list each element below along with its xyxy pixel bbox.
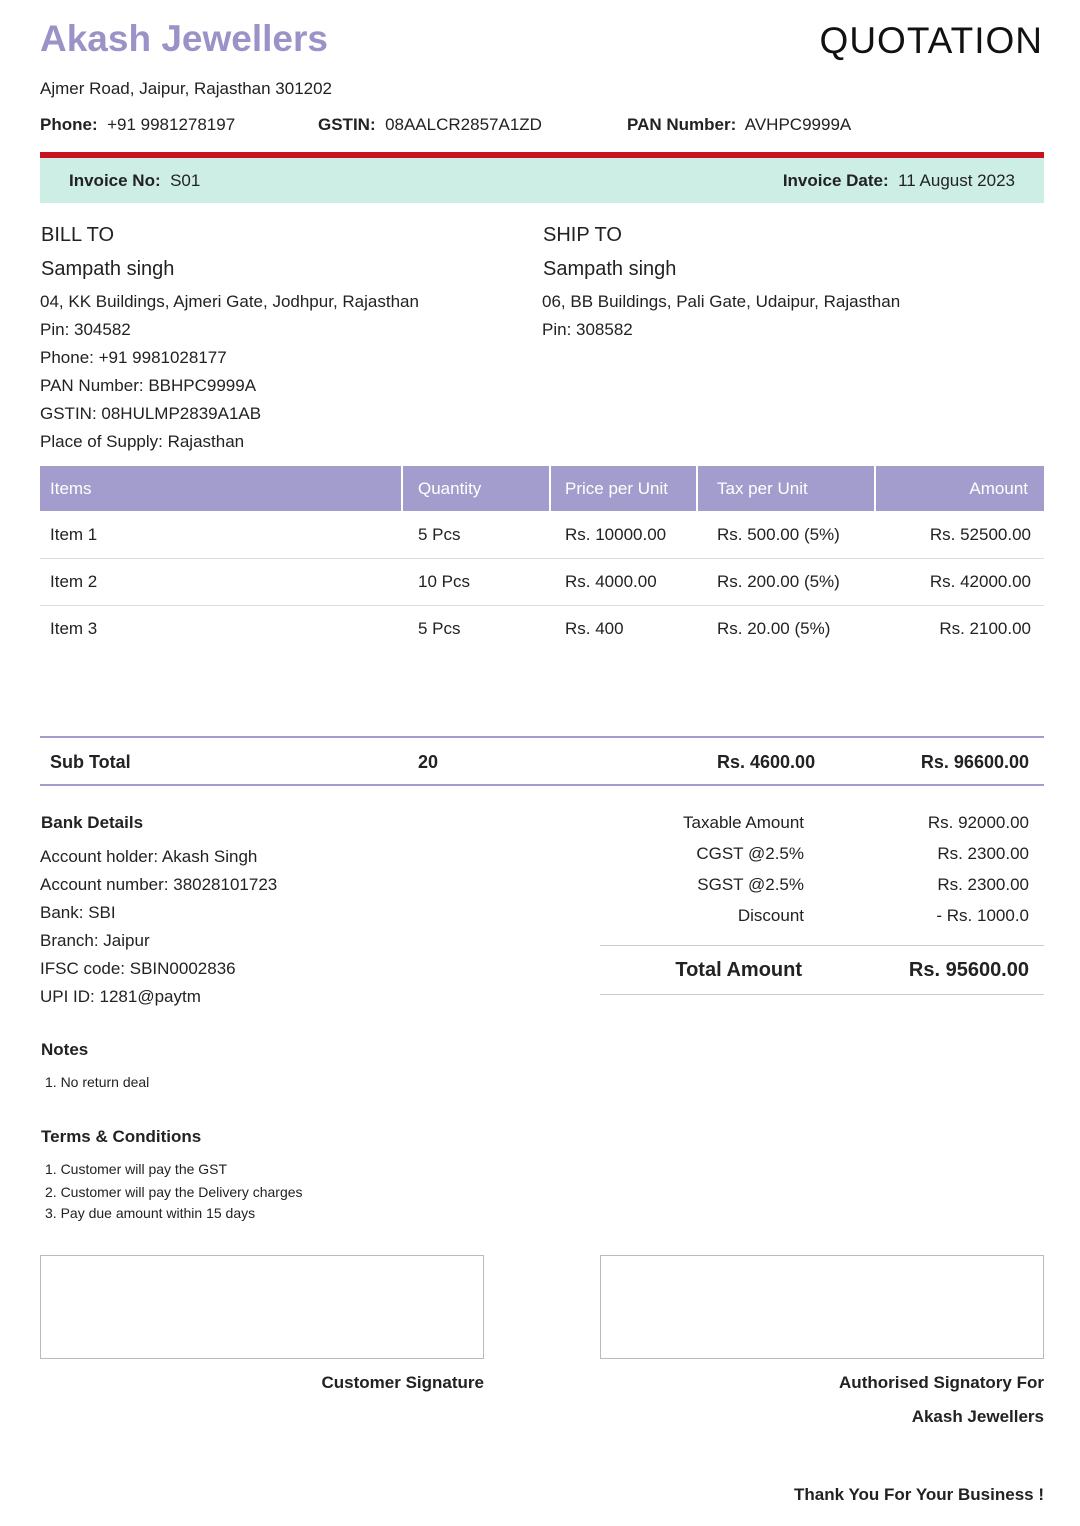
ship-to-name: Sampath singh bbox=[543, 258, 677, 280]
bill-to-pin: Pin: 304582 bbox=[40, 320, 131, 339]
ship-to-heading: SHIP TO bbox=[543, 224, 622, 246]
total-amount-value: Rs. 95600.00 bbox=[908, 959, 1029, 981]
company-name: Akash Jewellers bbox=[40, 18, 328, 59]
gstin-value: 08AALCR2857A1ZD bbox=[385, 115, 542, 134]
bank-account-number: Account number: 38028101723 bbox=[40, 875, 278, 894]
bank-branch: Branch: Jaipur bbox=[40, 931, 150, 950]
cgst-value: Rs. 2300.00 bbox=[937, 844, 1029, 863]
terms-item: 3. Pay due amount within 15 days bbox=[45, 1205, 256, 1221]
column-header-tax-per-unit: Tax per Unit bbox=[717, 479, 808, 498]
column-header-amount: Amount bbox=[969, 479, 1028, 498]
subtotal-amount: Rs. 96600.00 bbox=[920, 752, 1029, 772]
row-quantity: 5 Pcs bbox=[418, 619, 461, 638]
subtotal-quantity: 20 bbox=[418, 752, 439, 772]
invoice-number-value: S01 bbox=[170, 171, 201, 190]
row-price: Rs. 400 bbox=[565, 619, 624, 638]
authorised-signature-box bbox=[600, 1255, 1044, 1359]
phone-value: +91 9981278197 bbox=[107, 115, 236, 134]
invoice-date-value: 11 August 2023 bbox=[898, 171, 1015, 190]
row-tax: Rs. 200.00 (5%) bbox=[717, 572, 840, 591]
sgst-label: SGST @2.5% bbox=[697, 875, 804, 894]
row-quantity: 10 Pcs bbox=[418, 572, 470, 591]
terms-item: 1. Customer will pay the GST bbox=[45, 1161, 228, 1177]
row-price: Rs. 10000.00 bbox=[565, 525, 667, 544]
bank-ifsc: IFSC code: SBIN0002836 bbox=[40, 959, 236, 978]
discount-value: - Rs. 1000.0 bbox=[936, 906, 1029, 925]
document-title: QUOTATION bbox=[819, 20, 1043, 61]
bank-name: Bank: SBI bbox=[40, 903, 116, 922]
thank-you-message: Thank You For Your Business ! bbox=[793, 1485, 1044, 1504]
bank-account-holder: Account holder: Akash Singh bbox=[40, 847, 258, 866]
column-header-items: Items bbox=[50, 479, 92, 498]
invoice-date-label: Invoice Date: bbox=[782, 171, 889, 190]
cgst-label: CGST @2.5% bbox=[696, 844, 804, 863]
row-item: Item 1 bbox=[50, 525, 98, 544]
bill-to-gstin: GSTIN: 08HULMP2839A1AB bbox=[40, 404, 262, 423]
table-row bbox=[40, 511, 1044, 559]
bank-details-heading: Bank Details bbox=[41, 813, 144, 832]
items-table-header bbox=[40, 466, 1044, 511]
table-row bbox=[40, 605, 1044, 652]
column-header-quantity: Quantity bbox=[418, 479, 482, 498]
row-tax: Rs. 500.00 (5%) bbox=[717, 525, 840, 544]
authorised-company-label: Akash Jewellers bbox=[911, 1407, 1044, 1426]
row-item: Item 3 bbox=[50, 619, 98, 638]
total-amount-label: Total Amount bbox=[675, 959, 802, 981]
column-header-price-per-unit: Price per Unit bbox=[565, 479, 668, 498]
invoice-bar bbox=[40, 158, 1044, 203]
pan-label: PAN Number: bbox=[627, 115, 737, 134]
summary-divider bbox=[600, 994, 1044, 995]
customer-signature-box bbox=[40, 1255, 484, 1359]
bank-upi: UPI ID: 1281@paytm bbox=[40, 987, 201, 1006]
bill-to-place-of-supply: Place of Supply: Rajasthan bbox=[40, 432, 245, 451]
invoice-number-label: Invoice No: bbox=[69, 171, 161, 190]
summary-divider bbox=[600, 945, 1044, 946]
row-price: Rs. 4000.00 bbox=[565, 572, 657, 591]
table-row bbox=[40, 558, 1044, 606]
gstin-label: GSTIN: bbox=[318, 115, 376, 134]
notes-heading: Notes bbox=[41, 1040, 89, 1059]
invoice-date bbox=[783, 171, 1015, 191]
authorised-signatory-label: Authorised Signatory For bbox=[839, 1373, 1044, 1392]
bill-to-pan: PAN Number: BBHPC9999A bbox=[40, 376, 257, 395]
invoice-number bbox=[69, 171, 200, 191]
ship-to-address: 06, BB Buildings, Pali Gate, Udaipur, Rajasthan bbox=[542, 292, 901, 311]
column-divider bbox=[401, 466, 403, 511]
row-quantity: 5 Pcs bbox=[418, 525, 461, 544]
column-divider bbox=[696, 466, 698, 511]
subtotal-tax: Rs. 4600.00 bbox=[717, 752, 816, 772]
ship-to-pin: Pin: 308582 bbox=[542, 320, 633, 339]
phone-label: Phone: bbox=[40, 115, 98, 134]
column-divider bbox=[874, 466, 876, 511]
taxable-amount-label: Taxable Amount bbox=[683, 813, 804, 832]
company-phone bbox=[40, 115, 235, 135]
terms-item: 2. Customer will pay the Delivery charges bbox=[45, 1184, 303, 1200]
bill-to-phone: Phone: +91 9981028177 bbox=[40, 348, 227, 367]
subtotal-label: Sub Total bbox=[50, 752, 131, 772]
bill-to-address: 04, KK Buildings, Ajmeri Gate, Jodhpur, Rajasthan bbox=[40, 292, 419, 311]
customer-signature-label: Customer Signature bbox=[321, 1373, 484, 1392]
subtotal-row bbox=[40, 736, 1044, 786]
row-item: Item 2 bbox=[50, 572, 98, 591]
bill-to-heading: BILL TO bbox=[41, 224, 115, 246]
bill-to-name: Sampath singh bbox=[41, 258, 175, 280]
row-amount: Rs. 52500.00 bbox=[929, 525, 1031, 544]
row-amount: Rs. 42000.00 bbox=[929, 572, 1031, 591]
column-divider bbox=[549, 466, 551, 511]
discount-label: Discount bbox=[737, 906, 804, 925]
row-amount: Rs. 2100.00 bbox=[939, 619, 1031, 638]
sgst-value: Rs. 2300.00 bbox=[937, 875, 1029, 894]
notes-item: 1. No return deal bbox=[45, 1074, 150, 1090]
company-gstin bbox=[318, 115, 542, 135]
taxable-amount-value: Rs. 92000.00 bbox=[927, 813, 1029, 832]
pan-value: AVHPC9999A bbox=[744, 115, 852, 134]
company-pan bbox=[627, 115, 851, 135]
row-tax: Rs. 20.00 (5%) bbox=[717, 619, 831, 638]
company-address: Ajmer Road, Jaipur, Rajasthan 301202 bbox=[40, 79, 333, 98]
terms-heading: Terms & Conditions bbox=[41, 1127, 202, 1146]
